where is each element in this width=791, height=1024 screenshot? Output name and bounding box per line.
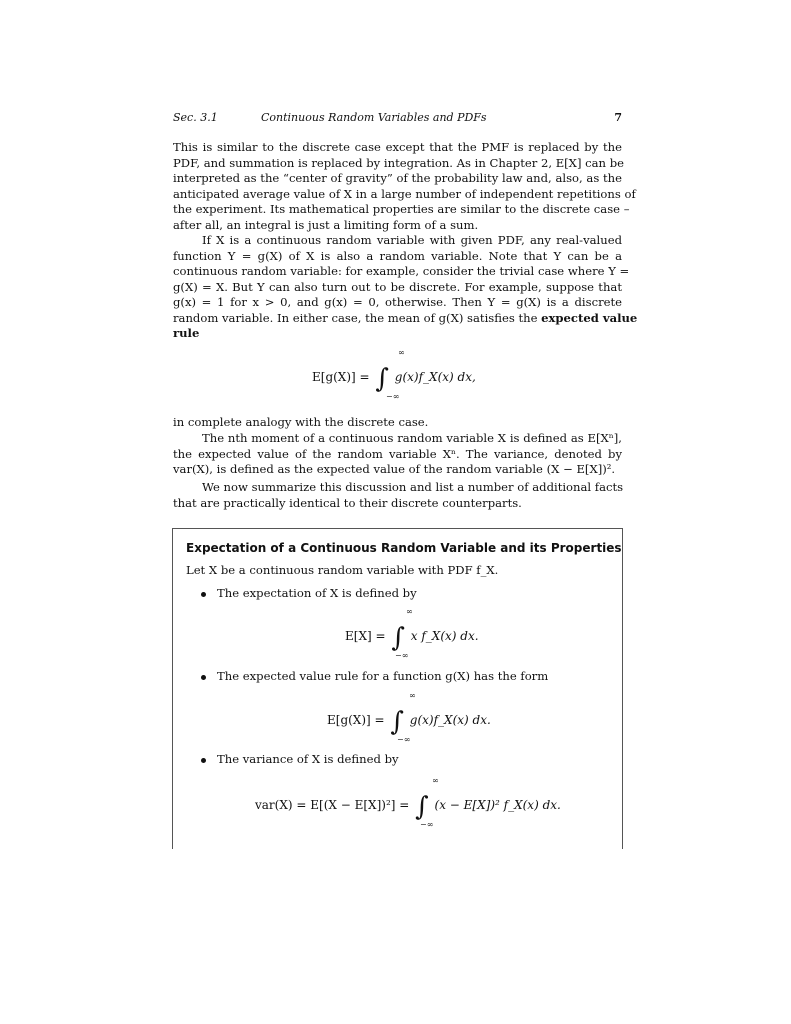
text-line: This is similar to the discrete case except that the PMF is replaced by the [173,140,622,154]
integral-lower-limit: −∞ [386,392,400,401]
paragraph-5 [173,480,622,511]
text-line: var(X), is defined as the expected value of the random variable (X − E[X])². [173,462,616,476]
bullet-text: The expectation of X is defined by [217,586,417,600]
text-line: g(x) = 1 for x > 0, and g(x) = 0, otherwise. Then Y = g(X) is a discrete [173,295,622,309]
equation-expected-value-rule [312,348,476,401]
integral-upper-limit: ∞ [432,776,439,785]
section-number: Sec. 3.1 [173,111,218,124]
bullet-dot [201,758,206,763]
running-header [173,111,622,127]
paragraph-2 [173,233,638,342]
text-line: the expected value of the random variable Xⁿ. The variance, denoted by [173,446,622,461]
bold-term: expected value [541,310,638,325]
equation-integrand: g(x)f_X(x) dx. [409,713,491,727]
text-line: after all, an integral is just a limiting form of a sum. [173,217,479,232]
equation-expectation [345,607,479,660]
equation-lhs: var(X) = E[(X − E[X])²] = [255,798,410,812]
bullet-text: The expected value rule for a function g(X) has the form [217,669,549,683]
page-number: 7 [614,111,622,124]
text-fragment: random variable. In either case, the mean of g(X) satisfies the [173,310,538,325]
box-intro: Let X be a continuous random variable with PDF f_X. [186,563,499,577]
equation-lhs: E[X] = [345,629,386,643]
summary-box [172,528,623,849]
text-line: in complete analogy with the discrete case. [173,415,429,429]
integral-lower-limit: −∞ [397,735,411,744]
equation-lhs: E[g(X)] = [312,370,370,384]
paragraph-3 [173,415,622,431]
text-line: We now summarize this discussion and list a number of additional facts [202,480,624,494]
text-line: that are practically identical to their discrete counterparts. [173,495,522,510]
text-line: g(X) = X. But Y can also turn out to be discrete. For example, suppose that [173,279,622,294]
text-line: If X is a continuous random variable with given PDF, any real-valued [202,233,622,247]
equation-expected-value-rule-box [327,691,491,744]
paragraph-1 [173,140,636,233]
box-title: Expectation of a Continuous Random Variable and its Properties [186,541,622,555]
text-line [173,310,638,327]
paragraph-4 [173,431,622,478]
text-line: The nth moment of a continuous random variable X is defined as E[Xⁿ], [202,431,622,445]
equation-lhs: E[g(X)] = [327,713,385,727]
equation-integrand: g(x)f_X(x) dx, [394,370,476,384]
integral-upper-limit: ∞ [398,348,405,357]
integral-upper-limit: ∞ [409,691,416,700]
text-line [173,326,622,342]
text-line: anticipated average value of X in a large number of independent repetitions of [173,186,636,201]
bullet-dot [201,675,206,680]
text-line: continuous random variable: for example, consider the trivial case where Y = [173,264,630,278]
integral-lower-limit: −∞ [420,820,434,829]
equation-integrand: x f_X(x) dx. [410,629,479,643]
integral-sign: ∫ [390,707,404,737]
integral-sign: ∫ [391,623,405,653]
integral-sign: ∫ [375,364,389,394]
section-title: Continuous Random Variables and PDFs [261,111,487,124]
text-line: PDF, and summation is replaced by integration. As in Chapter 2, E[X] can be [173,155,624,170]
equation-integrand: (x − E[X])² f_X(x) dx. [434,798,561,812]
integral-upper-limit: ∞ [406,607,413,616]
integral-lower-limit: −∞ [395,651,409,660]
equation-variance [255,776,561,829]
bullet-dot [201,592,206,597]
bullet-text: The variance of X is defined by [217,752,399,766]
text-line: the experiment. Its mathematical properties are similar to the discrete case – [173,202,630,216]
text-line: interpreted as the “center of gravity” of the probability law and, also, as the [173,171,622,185]
bold-term: rule [173,326,200,340]
text-line: function Y = g(X) of X is also a random variable. Note that Y can be a [173,248,622,263]
integral-sign: ∫ [415,792,429,822]
